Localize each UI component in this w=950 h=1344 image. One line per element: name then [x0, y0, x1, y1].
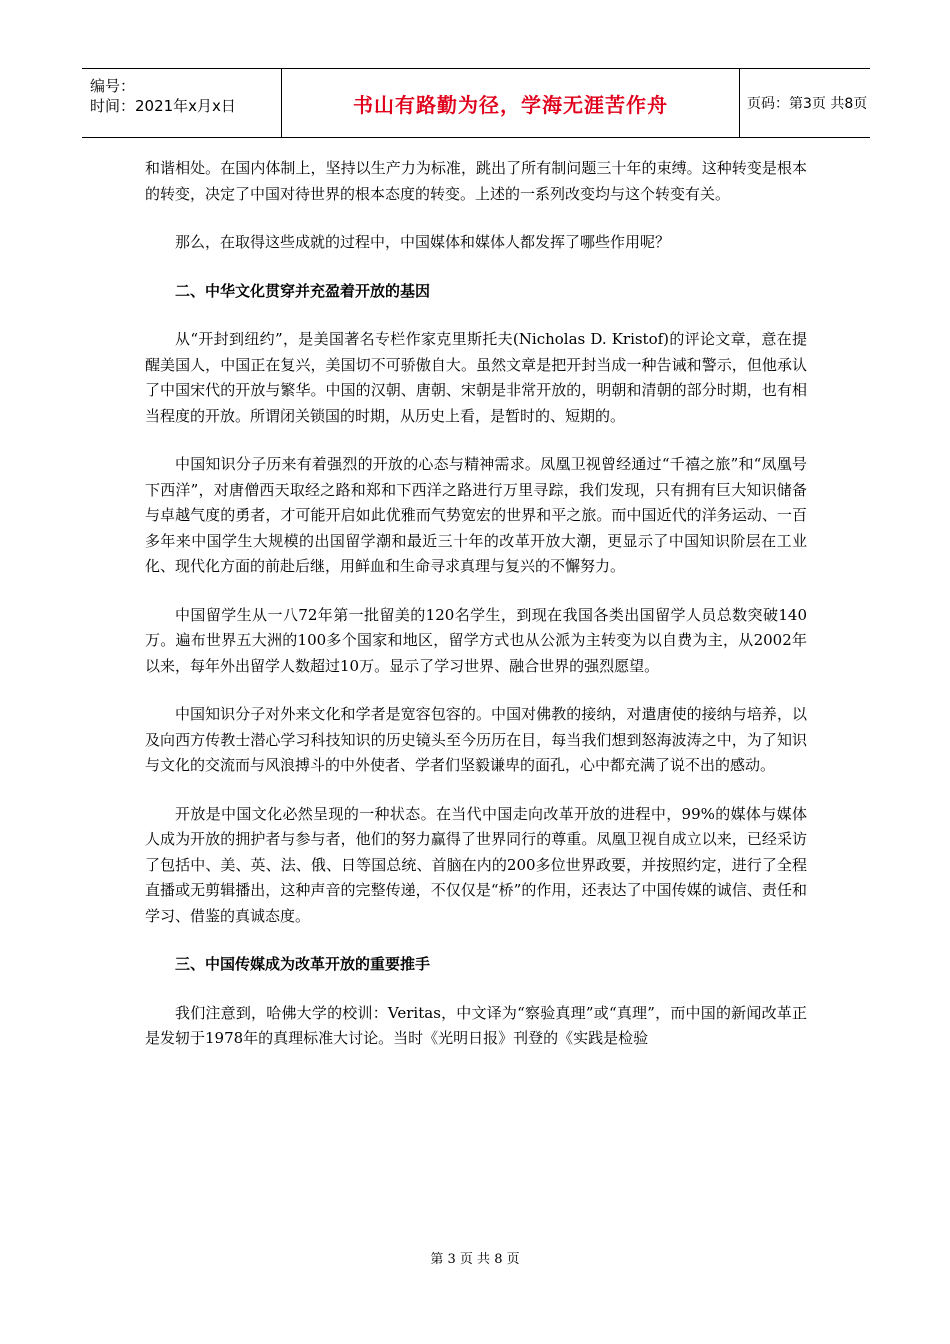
header-motto-cell	[281, 69, 740, 137]
header-meta	[82, 69, 281, 137]
header-page-cell	[739, 69, 870, 137]
page-footer: 第 3 页 共 8 页	[430, 1252, 520, 1267]
header-page-info: 页码：第3页 共8页	[747, 96, 868, 112]
section-heading-2: 二、中华文化贯穿并充盈着开放的基因	[175, 281, 431, 300]
document-body	[145, 156, 807, 1075]
paragraph: 中国留学生从一八72年第一批留美的120名学生，到现在我国各类出国留学人员总数突破140万。遍布世界五大洲的100多个国家和地区，留学方式也从公派为主转变为以自费为主，从2002年以来，每年外出留学人数超过10万。显示了学习世界、融合世界的强烈愿望。	[145, 605, 807, 675]
page-header	[82, 68, 870, 138]
paragraph: 从“开封到纽约”，是美国著名专栏作家克里斯托夫(Nicholas D. Kristof)的评论文章，意在提醒美国人，中国正在复兴，美国切不可骄傲自大。虽然文章是把开封当成一种告诫和警示，但他承认了中国宋代的开放与繁华。中国的汉朝、唐朝、宋朝是非常开放的，明朝和清朝的部分时期，也有相当程度的开放。所谓闭关锁国的时期，从历史上看，是暂时的、短期的。	[145, 330, 807, 425]
paragraph: 那么，在取得这些成就的过程中，中国媒体和媒体人都发挥了哪些作用呢？	[175, 233, 671, 251]
paragraph: 中国知识分子对外来文化和学者是宽容包容的。中国对佛教的接纳，对遣唐使的接纳与培养，以及向西方传教士潜心学习科技知识的历史镜头至今历历在目，每当我们想到怒海波涛之中，为了知识与文化的交流而与风浪搏斗的中外使者、学者们坚毅谦卑的面孔，心中都充满了说不出的感动。	[145, 705, 807, 774]
doc-number-label: 编号：	[90, 77, 136, 95]
section-heading-3: 三、中国传媒成为改革开放的重要推手	[175, 955, 431, 973]
doc-date: 时间：2021年x月x日	[90, 97, 236, 115]
paragraph: 开放是中国文化必然呈现的一种状态。在当代中国走向改革开放的进程中，99%的媒体与媒体人成为开放的拥护者与参与者，他们的努力赢得了世界同行的尊重。凤凰卫视自成立以来，已经采访了包括中、美、英、法、俄、日等国总统、首脑在内的200多位世界政要，并按照约定，进行了全程直播或无剪辑播出，这种声音的完整传递，不仅仅是“桥”的作用，还表达了中国传媒的诚信、责任和学习、借鉴的真诚态度。	[145, 804, 807, 925]
paragraph: 中国知识分子历来有着强烈的开放的心态与精神需求。凤凰卫视曾经通过“千禧之旅”和“凤凰号下西洋”，对唐僧西天取经之路和郑和下西洋之路进行万里寻踪，我们发现，只有拥有巨大知识储备与卓越气度的勇者，才可能开启如此优雅而气势宽宏的世界和平之旅。而中国近代的洋务运动、一百多年来中国学生大规模的出国留学潮和最近三十年的改革开放大潮，更显示了中国知识阶层在工业化、现代化方面的前赴后继，用鲜血和生命寻求真理与复兴的不懈努力。	[145, 455, 807, 575]
paragraph: 我们注意到，哈佛大学的校训：Veritas，中文译为“察验真理”或“真理”，而中国的新闻改革正是发轫于1978年的真理标准大讨论。当时《光明日报》刊登的《实践是检验	[145, 1003, 807, 1047]
paragraph-continuation: 和谐相处。在国内体制上，坚持以生产力为标准，跳出了所有制问题三十年的束缚。这种转变是根本的转变，决定了中国对待世界的根本态度的转变。上述的一系列改变均与这个转变有关。	[145, 159, 807, 203]
header-motto: 书山有路勤为径，学海无涯苦作舟	[353, 92, 668, 117]
